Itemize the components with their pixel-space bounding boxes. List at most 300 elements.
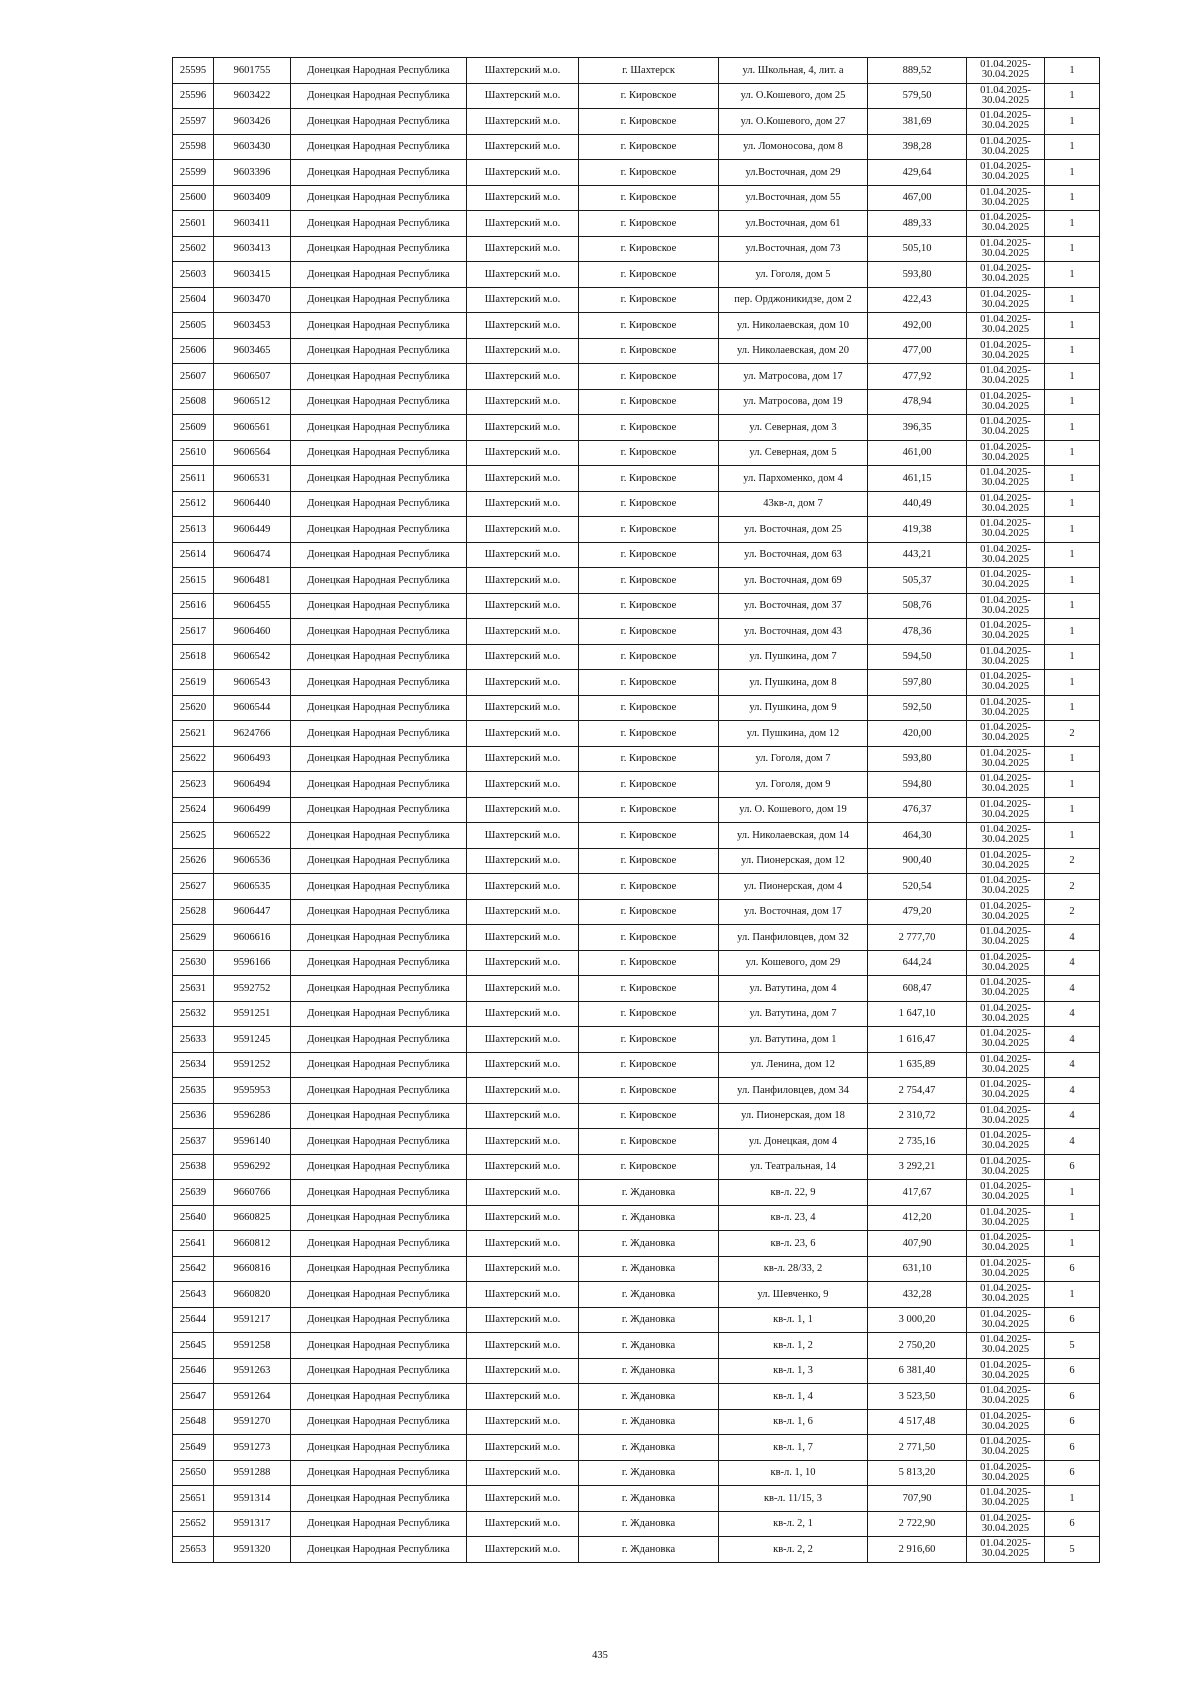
address-cell: ул. Театральная, 14 (719, 1154, 868, 1180)
area-cell: 2 310,72 (868, 1103, 967, 1129)
region-cell: Донецкая Народная Республика (291, 1256, 467, 1282)
table-row (173, 1231, 1100, 1257)
area-cell: 479,20 (868, 899, 967, 925)
city-cell: г. Кировское (579, 1027, 719, 1053)
municipality-cell: Шахтерский м.о. (467, 542, 579, 568)
municipality-cell: Шахтерский м.о. (467, 1435, 579, 1461)
address-cell: ул. Ватутина, дом 1 (719, 1027, 868, 1053)
municipality-cell: Шахтерский м.о. (467, 1078, 579, 1104)
address-cell: ул. Пионерская, дом 12 (719, 848, 868, 874)
address-cell: ул. Пархоменко, дом 4 (719, 466, 868, 492)
municipality-cell: Шахтерский м.о. (467, 1511, 579, 1537)
municipality-cell: Шахтерский м.о. (467, 1129, 579, 1155)
city-cell: г. Кировское (579, 83, 719, 109)
city-cell: г. Кировское (579, 236, 719, 262)
region-cell: Донецкая Народная Республика (291, 925, 467, 951)
area-cell: 2 777,70 (868, 925, 967, 951)
region-cell: Донецкая Народная Республика (291, 874, 467, 900)
address-cell: кв-л. 1, 1 (719, 1307, 868, 1333)
table-row (173, 1078, 1100, 1104)
region-cell: Донецкая Народная Республика (291, 1537, 467, 1563)
address-cell: ул. Восточная, дом 43 (719, 619, 868, 645)
address-cell: ул. Пушкина, дом 8 (719, 670, 868, 696)
municipality-cell: Шахтерский м.о. (467, 134, 579, 160)
row-number-cell: 25602 (173, 236, 214, 262)
municipality-cell: Шахтерский м.о. (467, 976, 579, 1002)
table-row (173, 415, 1100, 441)
row-number-cell: 25650 (173, 1460, 214, 1486)
address-cell: ул. Николаевская, дом 20 (719, 338, 868, 364)
city-cell: г. Кировское (579, 619, 719, 645)
city-cell: г. Ждановка (579, 1358, 719, 1384)
address-cell: кв-л. 1, 10 (719, 1460, 868, 1486)
row-number-cell: 25603 (173, 262, 214, 288)
period-cell: 01.04.2025- 30.04.2025 (967, 976, 1045, 1002)
municipality-cell: Шахтерский м.о. (467, 338, 579, 364)
municipality-cell: Шахтерский м.о. (467, 313, 579, 339)
count-cell: 4 (1045, 950, 1100, 976)
period-cell: 01.04.2025- 30.04.2025 (967, 1460, 1045, 1486)
row-number-cell: 25625 (173, 823, 214, 849)
table-row (173, 746, 1100, 772)
municipality-cell: Шахтерский м.о. (467, 1358, 579, 1384)
period-cell: 01.04.2025- 30.04.2025 (967, 1256, 1045, 1282)
count-cell: 1 (1045, 1180, 1100, 1206)
table-row (173, 262, 1100, 288)
municipality-cell: Шахтерский м.о. (467, 364, 579, 390)
period-cell: 01.04.2025- 30.04.2025 (967, 1027, 1045, 1053)
row-number-cell: 25637 (173, 1129, 214, 1155)
address-cell: 43кв-л, дом 7 (719, 491, 868, 517)
period-cell: 01.04.2025- 30.04.2025 (967, 1537, 1045, 1563)
city-cell: г. Кировское (579, 389, 719, 415)
city-cell: г. Кировское (579, 542, 719, 568)
row-number-cell: 25604 (173, 287, 214, 313)
city-cell: г. Кировское (579, 899, 719, 925)
row-number-cell: 25636 (173, 1103, 214, 1129)
count-cell: 1 (1045, 517, 1100, 543)
region-cell: Донецкая Народная Республика (291, 848, 467, 874)
count-cell: 1 (1045, 440, 1100, 466)
period-cell: 01.04.2025- 30.04.2025 (967, 1205, 1045, 1231)
registry-table (172, 57, 1100, 1563)
municipality-cell: Шахтерский м.о. (467, 1384, 579, 1410)
address-cell: ул. Пушкина, дом 9 (719, 695, 868, 721)
region-cell: Донецкая Народная Республика (291, 593, 467, 619)
address-cell: ул.Восточная, дом 61 (719, 211, 868, 237)
city-cell: г. Кировское (579, 415, 719, 441)
period-cell: 01.04.2025- 30.04.2025 (967, 797, 1045, 823)
area-cell: 467,00 (868, 185, 967, 211)
period-cell: 01.04.2025- 30.04.2025 (967, 1358, 1045, 1384)
area-cell: 1 616,47 (868, 1027, 967, 1053)
period-cell: 01.04.2025- 30.04.2025 (967, 262, 1045, 288)
period-cell: 01.04.2025- 30.04.2025 (967, 83, 1045, 109)
address-cell: кв-л. 1, 6 (719, 1409, 868, 1435)
table-row (173, 976, 1100, 1002)
area-cell: 2 750,20 (868, 1333, 967, 1359)
municipality-cell: Шахтерский м.о. (467, 670, 579, 696)
row-number-cell: 25646 (173, 1358, 214, 1384)
area-cell: 593,80 (868, 262, 967, 288)
object-id-cell: 9606455 (214, 593, 291, 619)
region-cell: Донецкая Народная Республика (291, 1333, 467, 1359)
address-cell: кв-л. 1, 2 (719, 1333, 868, 1359)
object-id-cell: 9660766 (214, 1180, 291, 1206)
count-cell: 1 (1045, 287, 1100, 313)
row-number-cell: 25643 (173, 1282, 214, 1308)
count-cell: 6 (1045, 1358, 1100, 1384)
object-id-cell: 9603409 (214, 185, 291, 211)
city-cell: г. Ждановка (579, 1282, 719, 1308)
area-cell: 492,00 (868, 313, 967, 339)
region-cell: Донецкая Народная Республика (291, 976, 467, 1002)
area-cell: 417,67 (868, 1180, 967, 1206)
count-cell: 1 (1045, 1486, 1100, 1512)
address-cell: ул. Восточная, дом 25 (719, 517, 868, 543)
municipality-cell: Шахтерский м.о. (467, 1486, 579, 1512)
municipality-cell: Шахтерский м.о. (467, 1537, 579, 1563)
region-cell: Донецкая Народная Республика (291, 1231, 467, 1257)
count-cell: 1 (1045, 262, 1100, 288)
municipality-cell: Шахтерский м.о. (467, 1027, 579, 1053)
area-cell: 420,00 (868, 721, 967, 747)
city-cell: г. Ждановка (579, 1460, 719, 1486)
period-cell: 01.04.2025- 30.04.2025 (967, 440, 1045, 466)
object-id-cell: 9606544 (214, 695, 291, 721)
row-number-cell: 25641 (173, 1231, 214, 1257)
address-cell: кв-л. 22, 9 (719, 1180, 868, 1206)
object-id-cell: 9591264 (214, 1384, 291, 1410)
region-cell: Донецкая Народная Республика (291, 338, 467, 364)
period-cell: 01.04.2025- 30.04.2025 (967, 1154, 1045, 1180)
count-cell: 1 (1045, 491, 1100, 517)
count-cell: 1 (1045, 619, 1100, 645)
municipality-cell: Шахтерский м.о. (467, 262, 579, 288)
municipality-cell: Шахтерский м.о. (467, 1333, 579, 1359)
row-number-cell: 25596 (173, 83, 214, 109)
table-row (173, 83, 1100, 109)
row-number-cell: 25599 (173, 160, 214, 186)
area-cell: 2 735,16 (868, 1129, 967, 1155)
row-number-cell: 25633 (173, 1027, 214, 1053)
region-cell: Донецкая Народная Республика (291, 746, 467, 772)
city-cell: г. Ждановка (579, 1486, 719, 1512)
table-row (173, 1256, 1100, 1282)
municipality-cell: Шахтерский м.о. (467, 491, 579, 517)
table-row (173, 211, 1100, 237)
area-cell: 608,47 (868, 976, 967, 1002)
municipality-cell: Шахтерский м.о. (467, 389, 579, 415)
object-id-cell: 9606535 (214, 874, 291, 900)
object-id-cell: 9606481 (214, 568, 291, 594)
row-number-cell: 25630 (173, 950, 214, 976)
row-number-cell: 25610 (173, 440, 214, 466)
city-cell: г. Ждановка (579, 1384, 719, 1410)
count-cell: 1 (1045, 568, 1100, 594)
region-cell: Донецкая Народная Республика (291, 1282, 467, 1308)
table-row (173, 1435, 1100, 1461)
address-cell: пер. Орджоникидзе, дом 2 (719, 287, 868, 313)
city-cell: г. Кировское (579, 950, 719, 976)
count-cell: 1 (1045, 670, 1100, 696)
area-cell: 505,37 (868, 568, 967, 594)
row-number-cell: 25651 (173, 1486, 214, 1512)
region-cell: Донецкая Народная Республика (291, 542, 467, 568)
period-cell: 01.04.2025- 30.04.2025 (967, 848, 1045, 874)
object-id-cell: 9606561 (214, 415, 291, 441)
object-id-cell: 9603411 (214, 211, 291, 237)
area-cell: 478,94 (868, 389, 967, 415)
city-cell: г. Ждановка (579, 1511, 719, 1537)
address-cell: кв-л. 1, 4 (719, 1384, 868, 1410)
city-cell: г. Кировское (579, 262, 719, 288)
municipality-cell: Шахтерский м.о. (467, 236, 579, 262)
object-id-cell: 9591252 (214, 1052, 291, 1078)
municipality-cell: Шахтерский м.о. (467, 1154, 579, 1180)
table-row (173, 1384, 1100, 1410)
address-cell: ул. Пушкина, дом 12 (719, 721, 868, 747)
object-id-cell: 9603422 (214, 83, 291, 109)
address-cell: ул. Пушкина, дом 7 (719, 644, 868, 670)
object-id-cell: 9603426 (214, 109, 291, 135)
count-cell: 1 (1045, 211, 1100, 237)
region-cell: Донецкая Народная Республика (291, 262, 467, 288)
region-cell: Донецкая Народная Республика (291, 389, 467, 415)
object-id-cell: 9606542 (214, 644, 291, 670)
area-cell: 419,38 (868, 517, 967, 543)
table-row (173, 338, 1100, 364)
row-number-cell: 25652 (173, 1511, 214, 1537)
city-cell: г. Кировское (579, 670, 719, 696)
address-cell: ул.Восточная, дом 55 (719, 185, 868, 211)
count-cell: 1 (1045, 695, 1100, 721)
city-cell: г. Кировское (579, 644, 719, 670)
count-cell: 1 (1045, 236, 1100, 262)
object-id-cell: 9606536 (214, 848, 291, 874)
row-number-cell: 25648 (173, 1409, 214, 1435)
object-id-cell: 9591320 (214, 1537, 291, 1563)
region-cell: Донецкая Народная Республика (291, 797, 467, 823)
object-id-cell: 9591314 (214, 1486, 291, 1512)
area-cell: 508,76 (868, 593, 967, 619)
city-cell: г. Кировское (579, 823, 719, 849)
period-cell: 01.04.2025- 30.04.2025 (967, 644, 1045, 670)
area-cell: 398,28 (868, 134, 967, 160)
count-cell: 2 (1045, 848, 1100, 874)
city-cell: г. Кировское (579, 1052, 719, 1078)
table-row (173, 644, 1100, 670)
period-cell: 01.04.2025- 30.04.2025 (967, 1333, 1045, 1359)
municipality-cell: Шахтерский м.о. (467, 1307, 579, 1333)
municipality-cell: Шахтерский м.о. (467, 925, 579, 951)
table-row (173, 1205, 1100, 1231)
municipality-cell: Шахтерский м.о. (467, 721, 579, 747)
address-cell: ул. Пионерская, дом 4 (719, 874, 868, 900)
city-cell: г. Кировское (579, 338, 719, 364)
table-row (173, 440, 1100, 466)
address-cell: ул. Панфиловцев, дом 32 (719, 925, 868, 951)
city-cell: г. Кировское (579, 466, 719, 492)
row-number-cell: 25605 (173, 313, 214, 339)
row-number-cell: 25617 (173, 619, 214, 645)
object-id-cell: 9591251 (214, 1001, 291, 1027)
region-cell: Донецкая Народная Республика (291, 517, 467, 543)
city-cell: г. Кировское (579, 185, 719, 211)
municipality-cell: Шахтерский м.о. (467, 644, 579, 670)
municipality-cell: Шахтерский м.о. (467, 83, 579, 109)
table-row (173, 1307, 1100, 1333)
period-cell: 01.04.2025- 30.04.2025 (967, 874, 1045, 900)
table-row (173, 670, 1100, 696)
municipality-cell: Шахтерский м.о. (467, 568, 579, 594)
table-row (173, 772, 1100, 798)
address-cell: ул. Северная, дом 3 (719, 415, 868, 441)
region-cell: Донецкая Народная Республика (291, 1103, 467, 1129)
count-cell: 1 (1045, 772, 1100, 798)
area-cell: 644,24 (868, 950, 967, 976)
region-cell: Донецкая Народная Республика (291, 1154, 467, 1180)
object-id-cell: 9606474 (214, 542, 291, 568)
count-cell: 4 (1045, 1052, 1100, 1078)
count-cell: 1 (1045, 415, 1100, 441)
table-row (173, 1129, 1100, 1155)
object-id-cell: 9660825 (214, 1205, 291, 1231)
area-cell: 443,21 (868, 542, 967, 568)
count-cell: 1 (1045, 185, 1100, 211)
count-cell: 1 (1045, 338, 1100, 364)
address-cell: ул. Донецкая, дом 4 (719, 1129, 868, 1155)
object-id-cell: 9592752 (214, 976, 291, 1002)
table-row (173, 1409, 1100, 1435)
address-cell: кв-л. 23, 6 (719, 1231, 868, 1257)
period-cell: 01.04.2025- 30.04.2025 (967, 670, 1045, 696)
object-id-cell: 9606460 (214, 619, 291, 645)
object-id-cell: 9591258 (214, 1333, 291, 1359)
city-cell: г. Кировское (579, 695, 719, 721)
count-cell: 1 (1045, 58, 1100, 84)
city-cell: г. Кировское (579, 593, 719, 619)
object-id-cell: 9606564 (214, 440, 291, 466)
region-cell: Донецкая Народная Республика (291, 236, 467, 262)
object-id-cell: 9596286 (214, 1103, 291, 1129)
row-number-cell: 25623 (173, 772, 214, 798)
address-cell: ул. Кошевого, дом 29 (719, 950, 868, 976)
count-cell: 1 (1045, 797, 1100, 823)
object-id-cell: 9603470 (214, 287, 291, 313)
count-cell: 4 (1045, 1103, 1100, 1129)
registry-table-body (173, 58, 1100, 1563)
area-cell: 3 523,50 (868, 1384, 967, 1410)
region-cell: Донецкая Народная Республика (291, 185, 467, 211)
period-cell: 01.04.2025- 30.04.2025 (967, 593, 1045, 619)
row-number-cell: 25639 (173, 1180, 214, 1206)
period-cell: 01.04.2025- 30.04.2025 (967, 287, 1045, 313)
city-cell: г. Кировское (579, 1078, 719, 1104)
count-cell: 2 (1045, 899, 1100, 925)
period-cell: 01.04.2025- 30.04.2025 (967, 746, 1045, 772)
row-number-cell: 25632 (173, 1001, 214, 1027)
table-row (173, 364, 1100, 390)
row-number-cell: 25612 (173, 491, 214, 517)
municipality-cell: Шахтерский м.о. (467, 899, 579, 925)
count-cell: 1 (1045, 593, 1100, 619)
object-id-cell: 9606616 (214, 925, 291, 951)
table-row (173, 1486, 1100, 1512)
address-cell: ул. Ленина, дом 12 (719, 1052, 868, 1078)
object-id-cell: 9606543 (214, 670, 291, 696)
city-cell: г. Ждановка (579, 1205, 719, 1231)
region-cell: Донецкая Народная Республика (291, 721, 467, 747)
city-cell: г. Кировское (579, 1103, 719, 1129)
row-number-cell: 25600 (173, 185, 214, 211)
table-row (173, 797, 1100, 823)
count-cell: 1 (1045, 1282, 1100, 1308)
count-cell: 6 (1045, 1154, 1100, 1180)
table-row (173, 185, 1100, 211)
municipality-cell: Шахтерский м.о. (467, 1052, 579, 1078)
object-id-cell: 9660812 (214, 1231, 291, 1257)
row-number-cell: 25622 (173, 746, 214, 772)
region-cell: Донецкая Народная Республика (291, 466, 467, 492)
municipality-cell: Шахтерский м.о. (467, 211, 579, 237)
area-cell: 593,80 (868, 746, 967, 772)
area-cell: 461,15 (868, 466, 967, 492)
period-cell: 01.04.2025- 30.04.2025 (967, 1511, 1045, 1537)
region-cell: Донецкая Народная Республика (291, 568, 467, 594)
area-cell: 2 754,47 (868, 1078, 967, 1104)
region-cell: Донецкая Народная Республика (291, 83, 467, 109)
city-cell: г. Кировское (579, 287, 719, 313)
region-cell: Донецкая Народная Республика (291, 1384, 467, 1410)
row-number-cell: 25647 (173, 1384, 214, 1410)
area-cell: 6 381,40 (868, 1358, 967, 1384)
object-id-cell: 9603465 (214, 338, 291, 364)
row-number-cell: 25644 (173, 1307, 214, 1333)
object-id-cell: 9606440 (214, 491, 291, 517)
count-cell: 1 (1045, 83, 1100, 109)
address-cell: ул. О. Кошевого, дом 19 (719, 797, 868, 823)
municipality-cell: Шахтерский м.о. (467, 1103, 579, 1129)
region-cell: Донецкая Народная Республика (291, 1129, 467, 1155)
row-number-cell: 25624 (173, 797, 214, 823)
table-row (173, 823, 1100, 849)
address-cell: ул.Восточная, дом 29 (719, 160, 868, 186)
row-number-cell: 25626 (173, 848, 214, 874)
address-cell: ул.Восточная, дом 73 (719, 236, 868, 262)
table-row (173, 1180, 1100, 1206)
region-cell: Донецкая Народная Республика (291, 1052, 467, 1078)
area-cell: 476,37 (868, 797, 967, 823)
count-cell: 1 (1045, 389, 1100, 415)
municipality-cell: Шахтерский м.о. (467, 185, 579, 211)
city-cell: г. Кировское (579, 568, 719, 594)
city-cell: г. Ждановка (579, 1180, 719, 1206)
period-cell: 01.04.2025- 30.04.2025 (967, 236, 1045, 262)
municipality-cell: Шахтерский м.о. (467, 619, 579, 645)
period-cell: 01.04.2025- 30.04.2025 (967, 491, 1045, 517)
object-id-cell: 9606507 (214, 364, 291, 390)
region-cell: Донецкая Народная Республика (291, 440, 467, 466)
area-cell: 381,69 (868, 109, 967, 135)
address-cell: ул. Гоголя, дом 7 (719, 746, 868, 772)
address-cell: ул. Восточная, дом 63 (719, 542, 868, 568)
region-cell: Донецкая Народная Республика (291, 1409, 467, 1435)
period-cell: 01.04.2025- 30.04.2025 (967, 721, 1045, 747)
city-cell: г. Кировское (579, 134, 719, 160)
row-number-cell: 25631 (173, 976, 214, 1002)
table-row (173, 1460, 1100, 1486)
